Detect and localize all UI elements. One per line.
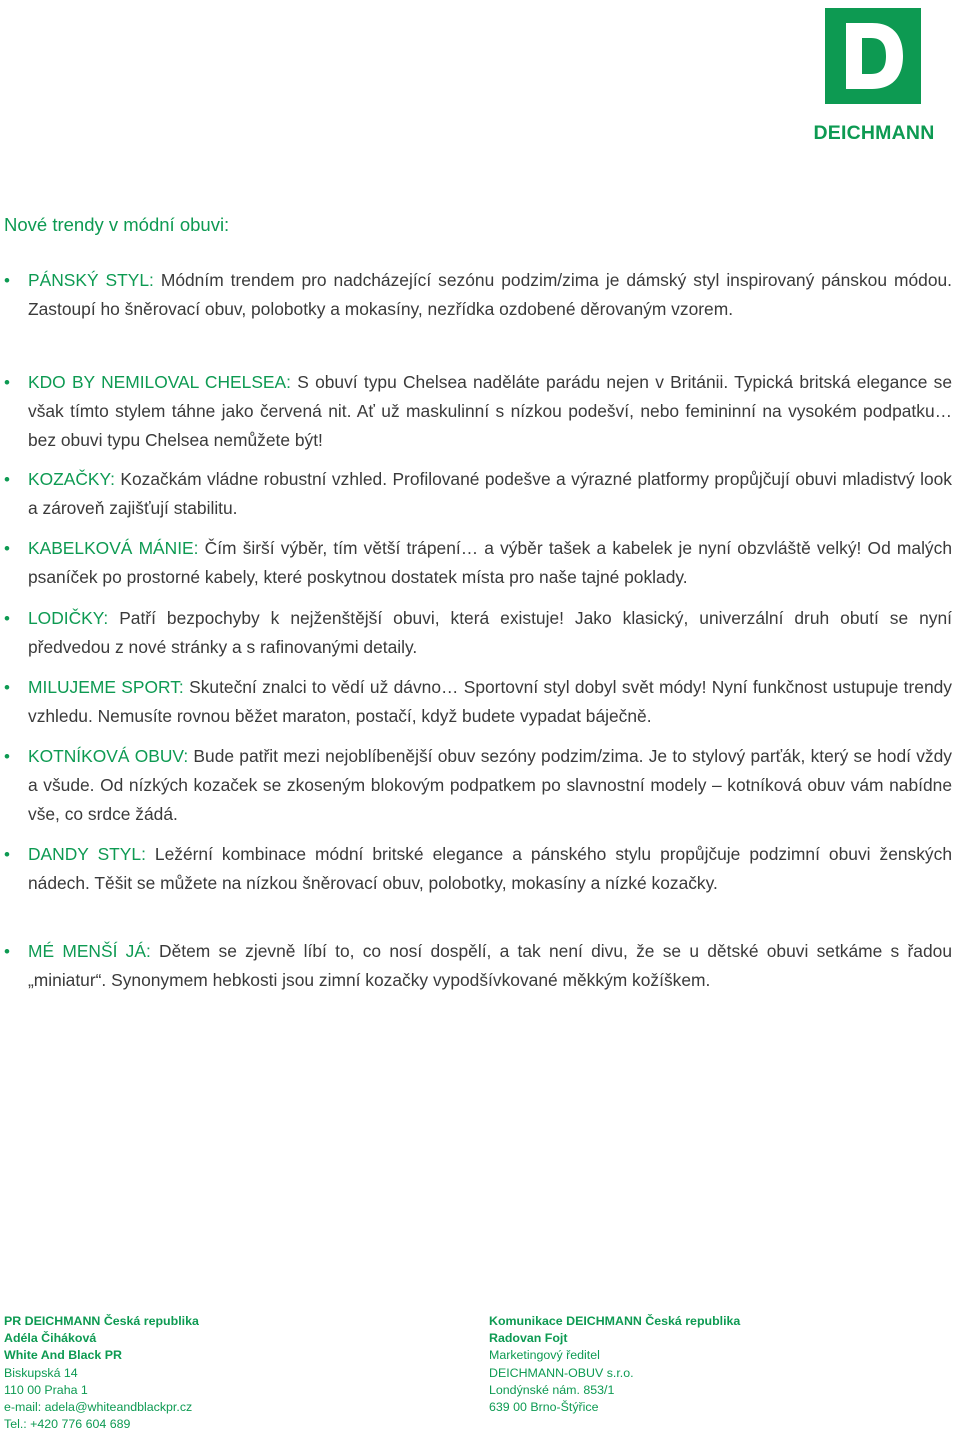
- trend-text: Bude patřit mezi nejoblíbenější obuv sezóny podzim/zima. Je to stylový parťák, který se hodí vždy a všude. Od nízkých kozaček se zkoseným blokovým podpatkem po slavnostní modely – kotníková obuv vám nabídne vše, co srdce žádá.: [28, 746, 952, 824]
- logo-d-mark-icon: [825, 8, 921, 104]
- contact-name: Adéla Čiháková: [4, 1331, 97, 1346]
- trend-keyword: DANDY STYL:: [28, 844, 146, 864]
- list-item: [4, 266, 952, 324]
- contact-organization: Komunikace DEICHMANN Česká republika: [489, 1314, 741, 1328]
- deichmann-logo: [794, 6, 954, 146]
- trend-text: Dětem se zjevně líbí to, co nosí dospělí, a tak není divu, že se u dětské obuvi setkáme s řadou „miniatur“. Synonymem hebkosti jsou zimní kozačky vypodšívkované měkkým kožíškem.: [28, 941, 952, 990]
- trend-keyword: KOTNÍKOVÁ OBUV:: [28, 746, 189, 766]
- list-item: [4, 465, 952, 523]
- list-item: [4, 673, 952, 731]
- list-item: [4, 604, 952, 662]
- logo-wordmark: DEICHMANN: [813, 122, 935, 144]
- contact-city: 110 00 Praha 1: [4, 1382, 88, 1397]
- bullet-icon: •: [4, 271, 10, 290]
- trend-text: Módním trendem pro nadcházející sezónu podzim/zima je dámský styl inspirovaný pánskou módou. Zastoupí ho šněrovací obuv, polobotky a mokasíny, nezřídka ozdobené děrovaným vzorem.: [28, 270, 952, 319]
- bullet-icon: •: [4, 942, 10, 961]
- footer-contact-pr: [4, 1313, 199, 1433]
- page-heading: Nové trendy v módní obuvi:: [4, 214, 230, 235]
- bullet-icon: •: [4, 373, 10, 392]
- trend-text: Skuteční znalci to vědí už dávno… Sportovní styl dobyl svět módy! Nyní funkčnost ustupuje trendy vzhledu. Nemusíte rovnou běžet maraton, postačí, když budete vypadat báječně.: [28, 677, 952, 726]
- bullet-icon: •: [4, 539, 10, 558]
- bullet-icon: •: [4, 747, 10, 766]
- list-item: [4, 742, 952, 829]
- trend-keyword: MILUJEME SPORT:: [28, 677, 184, 697]
- bullet-icon: •: [4, 678, 10, 697]
- trend-keyword: KOZAČKY:: [28, 469, 115, 489]
- logo-d-letter-icon: [825, 8, 921, 104]
- trend-keyword: KABELKOVÁ MÁNIE:: [28, 538, 199, 558]
- trend-keyword: MÉ MENŠÍ JÁ:: [28, 941, 151, 961]
- list-item: [4, 937, 952, 995]
- contact-name: Radovan Fojt: [489, 1331, 568, 1346]
- trend-keyword: KDO BY NEMILOVAL CHELSEA:: [28, 372, 291, 392]
- contact-phone: Tel.: +420 776 604 689: [4, 1417, 131, 1432]
- footer-contact-company: [489, 1313, 740, 1416]
- bullet-icon: •: [4, 609, 10, 628]
- bullet-icon: •: [4, 845, 10, 864]
- list-item: [4, 534, 952, 592]
- list-item: [4, 368, 953, 455]
- contact-city: 639 00 Brno-Štýřice: [489, 1400, 599, 1415]
- contact-organization: PR DEICHMANN Česká republika: [4, 1314, 199, 1328]
- contact-company: DEICHMANN-OBUV s.r.o.: [489, 1365, 634, 1380]
- contact-street: Londýnské nám. 853/1: [489, 1382, 615, 1397]
- trend-keyword: PÁNSKÝ STYL:: [28, 270, 154, 290]
- trend-text: Patří bezpochyby k nejženštější obuvi, která existuje! Jako klasický, univerzální druh obutí se nyní předvedou z nové stránky a s rafinovanými detaily.: [28, 608, 952, 657]
- trend-text: S obuví typu Chelsea naděláte parádu nejen v Británii. Typická britská elegance se však tímto stylem táhne jako červená nit. Ať už maskulinní s nízkou podešví, nebo femininní na vysokém podpatku… bez obuvi typu Chelsea nemůžete být!: [28, 372, 953, 450]
- trend-text: Ležérní kombinace módní britské elegance a pánského stylu propůjčuje podzimní obuvi ženských nádech. Těšit se můžete na nízkou šněrovací obuv, polobotky, mokasíny a nízké kozačky.: [28, 844, 952, 893]
- contact-email: e-mail: adela@whiteandblackpr.cz: [4, 1400, 193, 1415]
- contact-street: Biskupská 14: [4, 1365, 78, 1380]
- trend-text: Čím širší výběr, tím větší trápení… a výběr tašek a kabelek je nyní obzvláště velký! Od malých psaníček po prostorné kabely, které poskytnou dostatek místa pro naše tajné poklady.: [28, 538, 952, 587]
- contact-company: White And Black PR: [4, 1348, 122, 1363]
- contact-role: Marketingový ředitel: [489, 1348, 600, 1363]
- bullet-icon: •: [4, 470, 10, 489]
- trend-keyword: LODIČKY:: [28, 608, 109, 628]
- list-item: [4, 840, 952, 898]
- trend-text: Kozačkám vládne robustní vzhled. Profilované podešve a výrazné platformy propůjčují obuvi mladistvý look a zároveň zajišťují stabilitu.: [28, 469, 952, 518]
